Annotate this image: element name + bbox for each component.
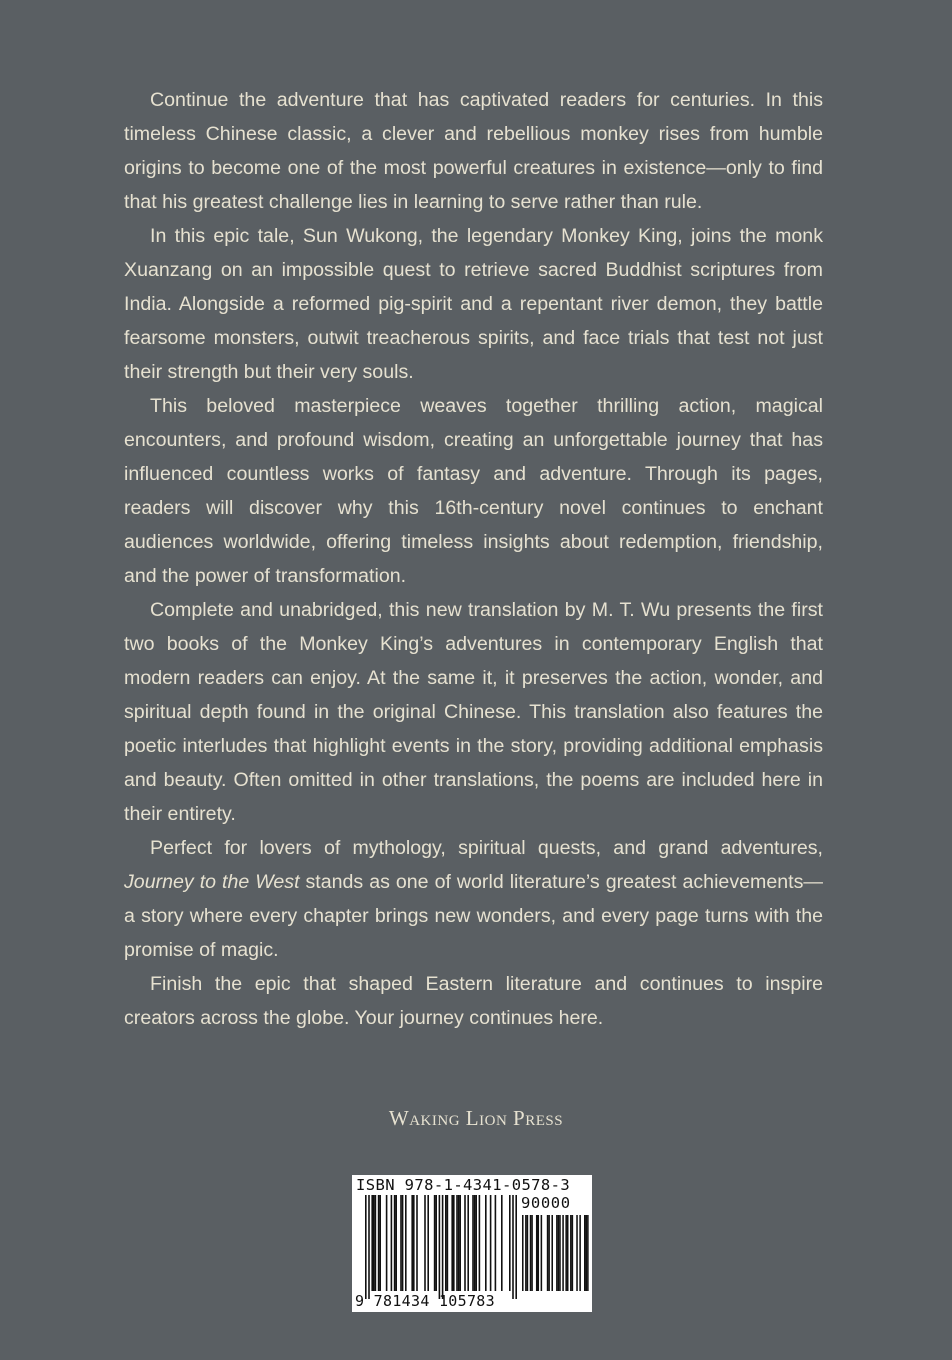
barcode-bar: [435, 1195, 437, 1291]
barcode-addon-bar: [547, 1215, 549, 1291]
barcode-bar: [472, 1195, 474, 1291]
barcode-bar: [459, 1195, 461, 1291]
barcode-addon-bar: [525, 1215, 527, 1291]
barcode-addon-bar: [531, 1215, 533, 1291]
blurb-paragraph-1: Continue the adventure that has captivated readers for centuries. In this timeless Chinese classic, a clever and rebellious monkey rises from humble origins to become one of the most powerful creatures in existence—only to find that his greatest challenge lies in learning to serve rather than rule.: [124, 89, 823, 213]
barcode-bar: [386, 1195, 388, 1291]
barcode-bar: [439, 1195, 441, 1299]
barcode-addon-bar: [527, 1215, 529, 1291]
barcode-bar: [442, 1195, 444, 1299]
barcode-bar: [394, 1195, 396, 1291]
barcode-bar: [495, 1195, 497, 1291]
barcode-addon-bar: [522, 1215, 524, 1291]
price-code: 90000: [521, 1194, 571, 1212]
barcode-bar: [509, 1195, 511, 1291]
blurb-paragraph-5: [124, 831, 823, 967]
barcode-bar: [453, 1195, 455, 1291]
barcode-addon-bar: [558, 1215, 560, 1291]
barcode-bar: [368, 1195, 370, 1299]
blurb-text: [124, 83, 823, 1035]
barcode-addon-bar: [562, 1215, 564, 1291]
barcode-bar: [379, 1195, 381, 1291]
barcode-bar: [413, 1195, 415, 1291]
barcode-addon-bar: [576, 1215, 578, 1291]
barcode-bar: [490, 1195, 492, 1291]
barcode-bar: [456, 1195, 458, 1291]
barcode-bar: [434, 1195, 436, 1291]
barcode-bar: [445, 1195, 447, 1291]
barcode-bar: [411, 1195, 413, 1291]
barcode-addon-bar: [548, 1215, 550, 1291]
barcode-bar: [464, 1195, 466, 1291]
barcode-bar: [400, 1195, 402, 1291]
book-title: Journey to the West: [124, 871, 300, 893]
barcode-bar: [501, 1195, 503, 1291]
barcode-addon-bar: [556, 1215, 558, 1291]
barcode-bar: [474, 1195, 476, 1291]
barcode-addon-bar: [559, 1215, 561, 1291]
barcode-bar: [485, 1195, 487, 1291]
barcode-bar: [467, 1195, 469, 1291]
barcode-addon-bar: [586, 1215, 588, 1291]
barcode-addon-bar: [536, 1215, 538, 1291]
barcode-bar: [512, 1195, 514, 1299]
barcode-addon-bar: [538, 1215, 540, 1291]
barcode-addon-bar: [584, 1215, 586, 1291]
blurb-paragraph-5-start: Perfect for lovers of mythology, spiritual quests, and grand adventures,: [150, 837, 823, 859]
blurb-paragraph-2: In this epic tale, Sun Wukong, the legendary Monkey King, joins the monk Xuanzang on an impossible quest to retrieve sacred Buddhist scriptures from India. Alongside a reformed pig-spirit and a repentant river demon, they battle fearsome monsters, outwit treacherous spirits, and face trials that test not just their strength but their very souls.: [124, 225, 823, 383]
blurb-paragraph-6: Finish the epic that shaped Eastern literature and continues to inspire creators across the globe. Your journey continues here.: [124, 973, 823, 1029]
barcode-bar: [479, 1195, 481, 1291]
barcode-bar: [378, 1195, 380, 1291]
barcode-addon-bar: [541, 1215, 543, 1291]
barcode-bar: [395, 1195, 397, 1291]
barcode-bar: [402, 1195, 404, 1291]
barcode-bar: [424, 1195, 426, 1291]
barcode-bar: [373, 1195, 375, 1291]
barcode-addon-bar: [579, 1215, 581, 1291]
blurb-paragraph-3: This beloved masterpiece weaves together thrilling action, magical encounters, and profound wisdom, creating an unforgettable journey that has influenced countless works of fantasy and adventure. Through its pages, readers will discover why this 16th-century novel continues to enchant audiences worldwide, offering timeless insights about redemption, friendship, and the power of transformation.: [124, 395, 823, 587]
barcode-bar: [371, 1195, 373, 1291]
barcode-addon-bar: [530, 1215, 532, 1291]
barcode-addon-bar: [587, 1215, 589, 1291]
barcode-bar: [405, 1195, 407, 1291]
barcode-bar: [475, 1195, 477, 1291]
barcode-bar: [515, 1195, 517, 1299]
isbn-barcode: [352, 1175, 592, 1312]
barcode-bar: [365, 1195, 367, 1299]
barcode-bar: [416, 1195, 418, 1291]
barcode-addon-bar: [567, 1215, 569, 1291]
barcode-bar: [451, 1195, 453, 1291]
barcode-bar: [375, 1195, 377, 1291]
isbn-label: ISBN 978-1-4341-0578-3: [356, 1176, 571, 1194]
barcode-addon-bar: [551, 1215, 553, 1291]
blurb-paragraph-4: Complete and unabridged, this new translation by M. T. Wu presents the first two books of the Monkey King’s adventures in contemporary English that modern readers can enjoy. At the same it, it preserves the action, wonder, and spiritual depth found in the original Chinese. This translation also features the poetic interludes that highlight events in the story, providing additional emphasis and beauty. Often omitted in other translations, the poems are included here in their entirety.: [124, 599, 823, 825]
blurb-paragraph-5-end: stands as one of world literature’s greatest achievements—a story where every chapter brings new wonders, and every page turns with the promise of magic.: [124, 871, 823, 961]
barcode-addon-bar: [572, 1215, 574, 1291]
barcode-bar: [458, 1195, 460, 1291]
ean-digits: 9 781434 105783: [355, 1292, 495, 1310]
barcode-addon-bar: [565, 1215, 567, 1291]
publisher-name: Waking Lion Press: [388, 1106, 564, 1130]
barcode-addon-bar: [570, 1215, 572, 1291]
barcode-bar: [391, 1195, 393, 1291]
barcode-bar: [427, 1195, 429, 1291]
barcode-bar: [447, 1195, 449, 1291]
